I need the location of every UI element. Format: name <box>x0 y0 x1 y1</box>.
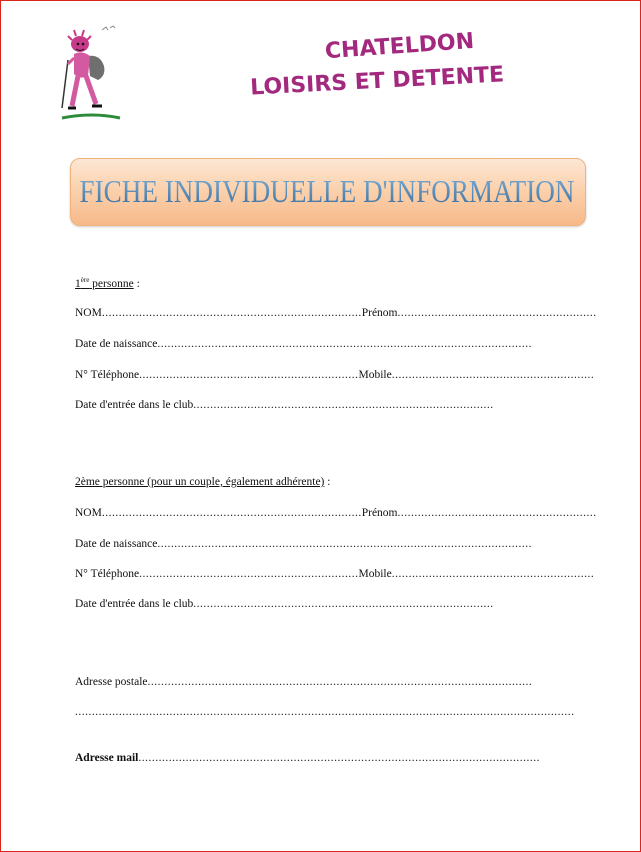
telephone-label: N° Téléphone <box>75 568 140 580</box>
postal-address-label: Adresse postale <box>75 676 148 688</box>
nom-label: NOM <box>75 307 102 319</box>
person1-birth-row <box>75 338 532 354</box>
section-person1-heading: 1ère personne : <box>75 276 140 290</box>
prenom-label: Prénom <box>361 507 398 519</box>
postal-address-field[interactable]: .................................................................................................................. <box>147 676 533 688</box>
naissance-field[interactable]: ............................................................................................................... <box>157 338 533 350</box>
prenom-label: Prénom <box>361 307 398 319</box>
person2-entry-row <box>75 598 494 614</box>
person2-name-row <box>75 507 597 523</box>
postal-address-line2-field[interactable]: .................................................................................................................................................... <box>75 706 575 718</box>
mobile-field[interactable]: ............................................................ <box>391 369 595 381</box>
email-field[interactable]: ....................................................................................................................... <box>138 752 540 764</box>
email-row <box>75 752 540 768</box>
prenom-field[interactable]: ........................................................... <box>397 507 597 519</box>
telephone-field[interactable]: ................................................................. <box>139 568 359 580</box>
title-banner-text <box>70 158 584 224</box>
document-title: FICHE INDIVIDUELLE D'INFORMATION <box>79 173 575 209</box>
entree-label: Date d'entrée dans le club <box>75 399 194 411</box>
person1-name-row <box>75 307 597 323</box>
naissance-label: Date de naissance <box>75 338 158 350</box>
entree-label: Date d'entrée dans le club <box>75 598 194 610</box>
nom-field[interactable]: ............................................................................. <box>101 507 362 519</box>
nom-label: NOM <box>75 507 102 519</box>
telephone-label: N° Téléphone <box>75 369 140 381</box>
telephone-field[interactable]: ................................................................. <box>139 369 359 381</box>
club-name-line1: CHATELDON <box>324 28 475 65</box>
club-name <box>235 18 595 108</box>
nom-field[interactable]: ............................................................................. <box>101 307 362 319</box>
naissance-label: Date de naissance <box>75 538 158 550</box>
hiker-icon <box>58 22 124 128</box>
club-name-line2: LOISIRS ET DETENTE <box>249 62 505 101</box>
mobile-label: Mobile <box>358 568 392 580</box>
section-person2-heading: 2ème personne (pour un couple, également adhérente) : <box>75 476 331 488</box>
person2-birth-row <box>75 538 532 554</box>
person2-phone-row <box>75 568 594 584</box>
postal-address-line2-row <box>75 706 575 722</box>
mobile-field[interactable]: ............................................................ <box>391 568 595 580</box>
entree-field[interactable]: ......................................................................................... <box>193 598 494 610</box>
person1-entry-row <box>75 399 494 415</box>
naissance-field[interactable]: ............................................................................................................... <box>157 538 533 550</box>
mobile-label: Mobile <box>358 369 392 381</box>
prenom-field[interactable]: ........................................................... <box>397 307 597 319</box>
entree-field[interactable]: ......................................................................................... <box>193 399 494 411</box>
postal-address-row <box>75 676 532 692</box>
person1-phone-row <box>75 369 594 385</box>
email-label: Adresse mail <box>75 752 139 764</box>
